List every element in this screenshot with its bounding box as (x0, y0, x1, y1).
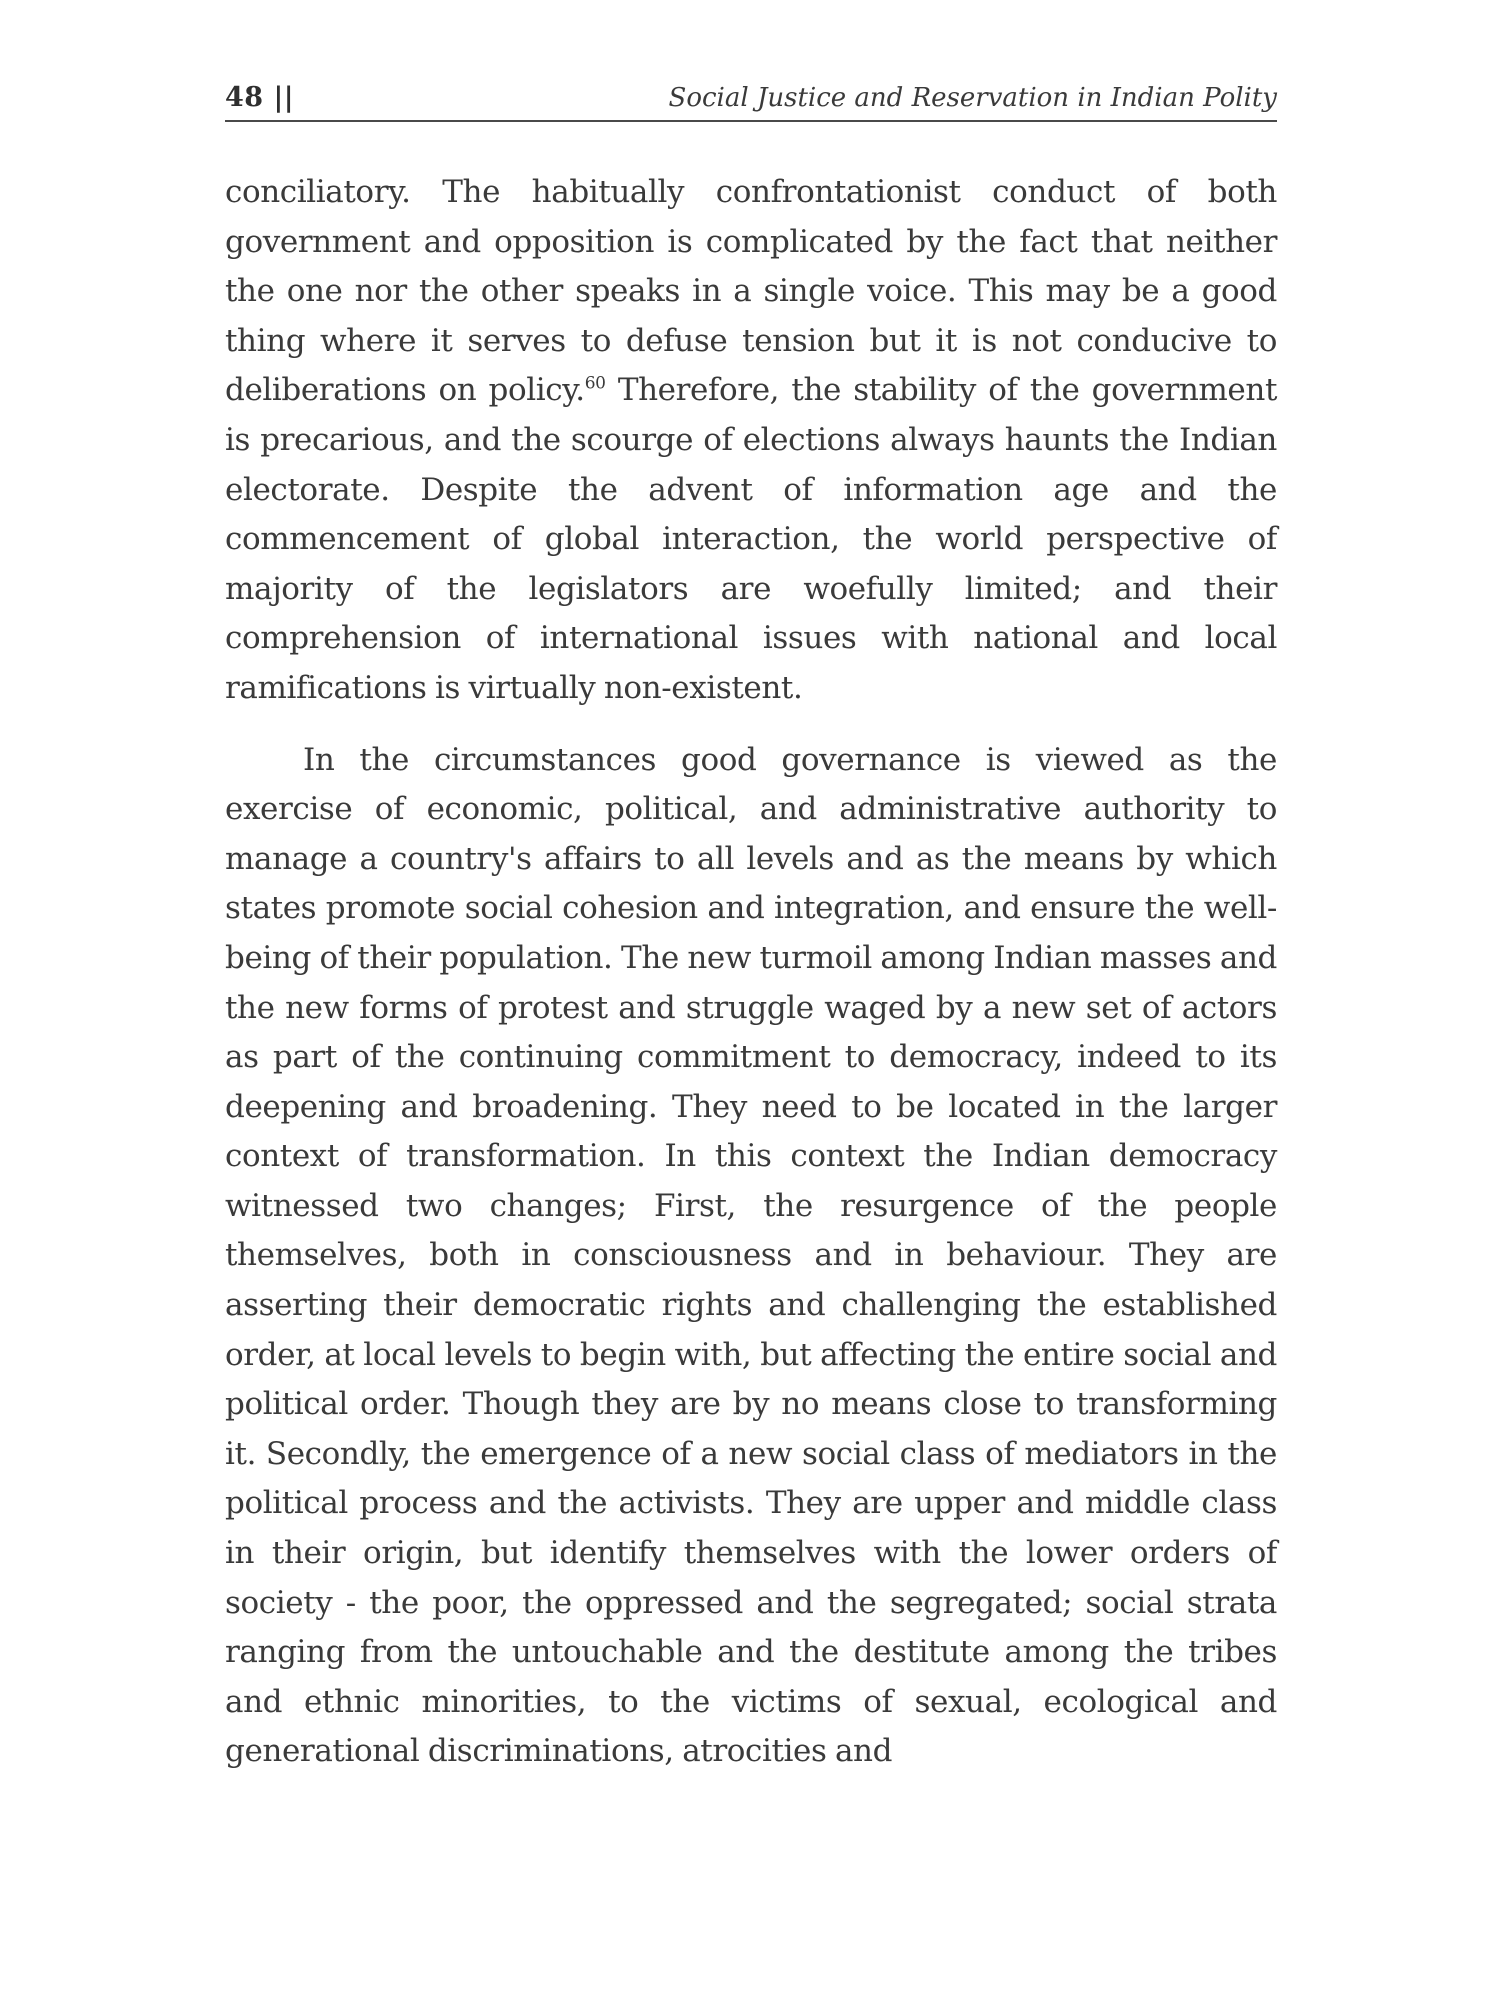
footnote-reference: 60 (584, 374, 606, 395)
paragraph-1 (225, 168, 1277, 714)
running-header (225, 74, 1277, 122)
paragraph-1-text-start: conciliatory. The habitually confrontationist conduct of both government and opposition is complicated by the fact that neither the one nor the other speaks in a single voice. This may be a good thing where it serves to defuse tension but it is not conducive to deliberations on policy. (225, 174, 1277, 409)
page-number: 48 || (225, 82, 295, 113)
paragraph-1-text-end: Therefore, the stability of the government is precarious, and the scourge of elections always haunts the Indian electorate. Despite the advent of information age and the commencement of global interaction, the world perspective of majority of the legislators are woefully limited; and their comprehension of international issues with national and local ramifications is virtually non-existent. (225, 372, 1277, 706)
body-text (225, 168, 1277, 1777)
book-title: Social Justice and Reservation in Indian Polity (668, 83, 1277, 113)
paragraph-2: In the circumstances good governance is viewed as the exercise of economic, political, and administrative authority to manage a country's affairs to all levels and as the means by which states promote social cohesion and integration, and ensure the well-being of their population. The new turmoil among Indian masses and the new forms of protest and struggle waged by a new set of actors as part of the continuing commitment to democracy, indeed to its deepening and broadening. They need to be located in the larger context of transformation. In this context the Indian democracy witnessed two changes; First, the resurgence of the people themselves, both in consciousness and in behaviour. They are asserting their democratic rights and challenging the established order, at local levels to begin with, but affecting the entire social and political order. Though they are by no means close to transforming it. Secondly, the emergence of a new social class of mediators in the political process and the activists. They are upper and middle class in their origin, but identify themselves with the lower orders of society - the poor, the oppressed and the segregated; social strata ranging from the untouchable and the destitute among the tribes and ethnic minorities, to the victims of sexual, ecological and generational discriminations, atrocities and (225, 741, 1277, 1770)
